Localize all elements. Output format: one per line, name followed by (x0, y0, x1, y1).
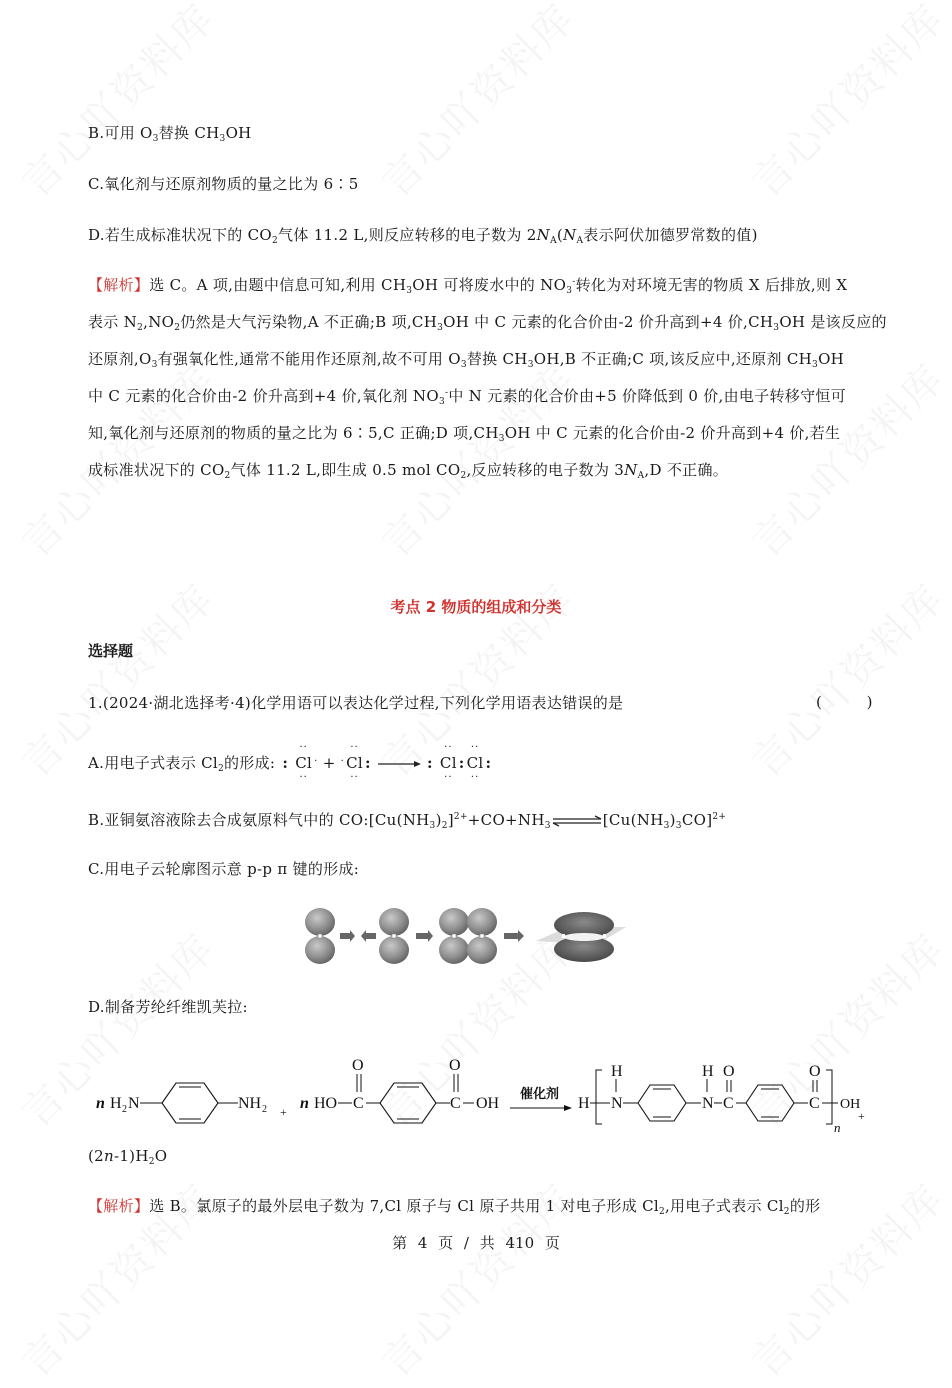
text: 中 N 元素的化合价由+5 价降低到 0 价,由电子转移守恒可 (448, 387, 847, 405)
analysis-line-6 (88, 460, 728, 480)
svg-text:O: O (723, 1063, 735, 1080)
analysis-line-4 (88, 386, 846, 406)
text: +CO+NH (467, 811, 545, 829)
dots: ·· (350, 772, 359, 783)
svg-text:NH: NH (238, 1095, 262, 1112)
superscript: - (444, 388, 449, 398)
text: 仍然是大气污染物,A 不正确;B 项,CH (180, 313, 438, 331)
text: ] (447, 811, 454, 829)
arrow-icon (376, 759, 422, 769)
svg-text:HO: HO (314, 1095, 338, 1112)
svg-text:+: + (280, 1105, 287, 1119)
text: 选 B。氯原子的最外层电子数为 7,Cl 原子与 Cl 原子共用 1 对电子形成 Cl (149, 1197, 659, 1215)
question-1-stem: 1.(2024·湖北选择考·4)化学用语可以表达化学过程,下列化学用语表达错误的是 (88, 694, 624, 712)
dot: : (458, 754, 465, 772)
superscript: - (572, 277, 576, 287)
subscript: 2 (658, 1207, 665, 1217)
text: 中 C 元素的化合价由-2 价升高到+4 价,氧化剂 NO (88, 387, 439, 405)
text: 气体 11.2 L,即生成 0.5 mol CO (230, 461, 461, 479)
subhead-choice-questions: 选择题 (88, 642, 134, 660)
text: CO] (681, 811, 713, 829)
svg-text:C: C (809, 1095, 820, 1112)
dot: : (427, 754, 433, 772)
text: A.用电子式表示 Cl (88, 754, 218, 772)
svg-text:H: H (578, 1095, 590, 1112)
subscript: 3 (527, 360, 534, 370)
subscript: 2 (217, 764, 224, 774)
subscript: 3 (812, 360, 819, 370)
svg-text:O: O (352, 1057, 364, 1074)
text: 替换 CH (466, 350, 528, 368)
subscript: 2 (441, 821, 448, 831)
dots: ·· (299, 742, 308, 753)
answer-paren: ( ) (816, 693, 893, 711)
subscript: A (550, 236, 557, 246)
q1-option-c: C.用电子云轮廓图示意 p-p π 键的形成: (88, 860, 360, 878)
svg-text:H: H (611, 1063, 623, 1080)
text: OH (225, 124, 252, 142)
dots: ·· (350, 742, 359, 753)
text: B.亚铜氨溶液除去合成氨原料气中的 CO:[Cu(NH (88, 811, 430, 829)
cl-atom (438, 742, 459, 783)
svg-text:H: H (702, 1063, 714, 1080)
text: n (104, 1147, 114, 1165)
text: 替换 CH (158, 124, 220, 142)
text: O (154, 1147, 168, 1165)
analysis-tag: 【解析】 (88, 276, 150, 294)
text: [Cu(NH (602, 811, 664, 829)
subscript: 2 (783, 1207, 790, 1217)
svg-text:N: N (611, 1095, 623, 1112)
analysis-tag: 【解析】 (88, 1197, 150, 1215)
superscript: 2+ (453, 812, 468, 822)
svg-text:n: n (300, 1095, 309, 1112)
kevlar-reaction-scheme (90, 1052, 870, 1142)
subscript: 3 (675, 821, 682, 831)
text: Cl (439, 754, 457, 772)
subscript: 2 (174, 323, 181, 333)
text: ,D 不正确。 (644, 461, 729, 479)
svg-text:n: n (96, 1095, 105, 1112)
text: (2 (88, 1147, 104, 1165)
text: 选 C。A 项,由题中信息可知,利用 CH (149, 276, 407, 294)
analysis-line-3 (88, 349, 844, 369)
subscript: 3 (151, 360, 158, 370)
text: 的形成: (223, 754, 276, 772)
svg-text:C: C (353, 1095, 364, 1112)
q1-option-a (88, 742, 492, 783)
text: 表示 N (88, 313, 138, 331)
text: 知,氧化剂与还原剂的物质的量之比为 6∶5,C 正确;D 项,CH (88, 424, 499, 442)
text: 还原剂,O (88, 350, 152, 368)
subscript: A (576, 236, 584, 246)
text: OH (818, 350, 845, 368)
svg-text:n: n (834, 1120, 841, 1135)
text: D.若生成标准状况下的 CO (88, 226, 273, 244)
cl-atom (465, 742, 486, 783)
page-footer: 第 4 页 / 共 410 页 (392, 1234, 560, 1252)
equilibrium-arrow-icon (551, 815, 603, 827)
plus-sign: + (322, 754, 336, 772)
subscript: 3 (663, 821, 670, 831)
subscript: 3 (437, 323, 444, 333)
subscript: 2 (137, 323, 144, 333)
subscript: 2 (272, 236, 279, 246)
svg-text:C: C (723, 1095, 734, 1112)
subscript: 3 (219, 134, 226, 144)
analysis-line-2 (88, 312, 887, 332)
subscript: A (637, 471, 645, 481)
text: OH 可将废水中的 NO (412, 276, 567, 294)
svg-text:2: 2 (262, 1104, 267, 1115)
dot: · (340, 756, 345, 767)
avogadro-symbol: N (536, 226, 551, 244)
svg-text:O: O (809, 1063, 821, 1080)
superscript: 2+ (712, 812, 727, 822)
text: OH 是该反应的 (779, 313, 887, 331)
section-title: 考点 2 物质的组成和分类 (390, 598, 562, 616)
text: ) (669, 811, 676, 829)
dot: : (365, 754, 371, 772)
option-c-prev: C.氧化剂与还原剂物质的量之比为 6∶5 (88, 175, 359, 193)
dot: : (485, 754, 492, 772)
dots: ·· (444, 772, 453, 783)
text: OH,B 不正确;C 项,该反应中,还原剂 CH (533, 350, 813, 368)
text: 表示阿伏加德罗常数的值) (583, 226, 758, 244)
text: OH 中 C 元素的化合价由-2 价升高到+4 价,若生 (504, 424, 841, 442)
svg-text:OH: OH (840, 1097, 861, 1112)
text: 转化为对环境无害的物质 X 后排放,则 X (575, 276, 848, 294)
subscript: 3 (544, 821, 551, 831)
cl-atom (293, 742, 314, 783)
option-b-prev (88, 123, 252, 143)
analysis-line-5 (88, 423, 840, 443)
subscript: 3 (429, 821, 436, 831)
subscript: 3 (773, 323, 780, 333)
svg-text:N: N (128, 1095, 140, 1112)
text: ,NO (143, 313, 175, 331)
subscript: 2 (224, 471, 231, 481)
subscript: 3 (566, 286, 573, 296)
option-d-prev (88, 225, 758, 245)
subscript: 2 (460, 471, 467, 481)
avogadro-symbol: N (563, 226, 577, 244)
text: ( (556, 226, 564, 244)
subscript: 3 (152, 134, 159, 144)
water-product (88, 1146, 167, 1166)
dots: ·· (470, 772, 480, 783)
subscript: 3 (406, 286, 413, 296)
lewis-formula (282, 742, 492, 783)
cl-atom (344, 742, 365, 783)
svg-text:2: 2 (122, 1104, 127, 1115)
text: Cl (466, 754, 484, 772)
text: Cl (346, 754, 363, 772)
subscript: 2 (148, 1157, 155, 1167)
text: B.可用 O (88, 124, 153, 142)
dot: · (314, 756, 318, 767)
svg-text:O: O (449, 1057, 461, 1074)
avogadro-symbol: N (624, 461, 638, 479)
subscript: 3 (460, 360, 467, 370)
text: ) (435, 811, 442, 829)
text: -1)H (113, 1147, 149, 1165)
text: 气体 11.2 L,则反应转移的电子数为 2 (278, 226, 537, 244)
text: ,用电子式表示 Cl (664, 1197, 784, 1215)
text: ,反应转移的电子数为 3 (466, 461, 625, 479)
text: OH 中 C 元素的化合价由-2 价升高到+4 价,CH (443, 313, 774, 331)
q1-option-d: D.制备芳纶纤维凯芙拉: (88, 998, 248, 1016)
q1-option-b (88, 810, 726, 830)
electron-cloud-figure (296, 905, 626, 967)
text: 成标准状况下的 CO (88, 461, 225, 479)
dots: ·· (444, 742, 453, 753)
text: 有强氧化性,通常不能用作还原剂,故不可用 O (157, 350, 461, 368)
svg-text:N: N (702, 1095, 714, 1112)
svg-text:C: C (450, 1095, 461, 1112)
analysis-line-1 (88, 275, 847, 295)
svg-text:催化剂: 催化剂 (520, 1087, 560, 1102)
analysis-q1 (88, 1196, 820, 1216)
dot: : (282, 754, 289, 772)
svg-text:H: H (110, 1095, 122, 1112)
dots: ·· (299, 772, 308, 783)
svg-text:OH: OH (476, 1095, 500, 1112)
svg-text:+: + (858, 1109, 865, 1123)
dots: ·· (470, 742, 480, 753)
subscript: 3 (438, 397, 445, 407)
subscript: 3 (498, 434, 505, 444)
text: 的形 (789, 1197, 821, 1215)
text: Cl (295, 754, 313, 772)
